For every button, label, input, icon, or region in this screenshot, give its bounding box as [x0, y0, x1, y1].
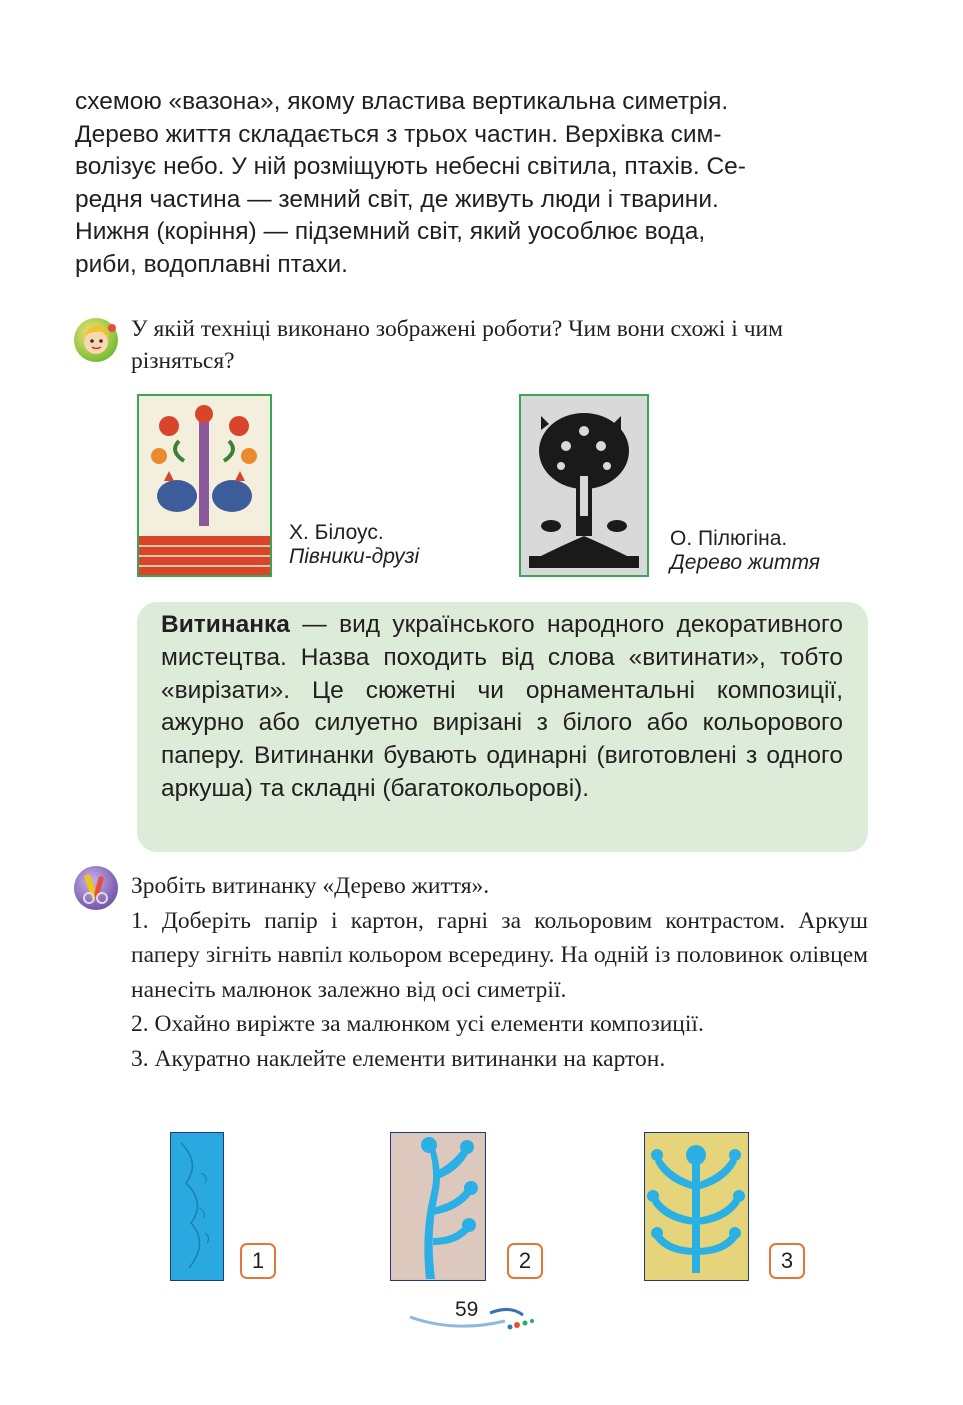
task-step: 2. Охайно виріжте за малюнком усі елементи композиції. [131, 1011, 704, 1038]
artwork-title: Дерево життя [670, 551, 820, 574]
step-3-image [644, 1132, 749, 1281]
task-title: Зробіть витинанку «Дерево життя». [131, 873, 490, 899]
intro-line: Нижня (коріння) — підземний світ, який уособлює вода, [75, 218, 706, 246]
step-2-image [390, 1132, 486, 1281]
task-step: 3. Акуратно наклейте елементи витинанки на картон. [131, 1045, 666, 1072]
question-text: У якій техніці виконано зображені роботи? Чим вони схожі і чим різняться? [131, 316, 783, 374]
intro-paragraph [75, 86, 867, 282]
page-number: 59 [455, 1298, 479, 1321]
artwork-author: О. Пілюгіна. [670, 527, 788, 550]
intro-line: риби, водоплавні птахи. [75, 250, 348, 278]
artwork-title: Півники-друзі [289, 545, 420, 568]
artwork-pilugina-image [519, 394, 649, 577]
artwork-pilugina-caption [670, 527, 820, 575]
definition-term: Витинанка [161, 611, 290, 638]
step-number-badge: 3 [769, 1243, 805, 1279]
step-number-badge: 1 [240, 1243, 276, 1279]
artwork-bilous-caption [289, 521, 419, 569]
child-face-icon [74, 318, 118, 362]
definition-box [137, 602, 868, 852]
step-1-image [170, 1132, 224, 1281]
definition-text [161, 609, 843, 806]
step-number-badge: 2 [507, 1243, 543, 1279]
definition-body: — вид українського народного декоративного мистецтва. Назва походить від слова «витинати», тобто «вирізати». Це сюжетні чи орнаментальні композиції, ажурно або силуетно вирізані з білого або кольорового паперу. Витинанки бувають одинарні (виготовлені з одного аркуша) та складні (багатокольорові). [161, 611, 843, 802]
intro-line: схемою «вазона», якому властива вертикальна симетрія. [75, 88, 729, 115]
task-step: 1. Доберіть папір і картон, гарні за кольоровим контрастом. Аркуш паперу зігніть навпіл кольором всередину. На одній із половинок олівцем нанесіть малюнок залежно від осі симетрії. [131, 907, 868, 1003]
artwork-author: Х. Білоус. [289, 521, 384, 544]
task-section [131, 869, 868, 1077]
artwork-bilous-image [137, 394, 272, 577]
intro-line: редня частина — земний світ, де живуть люди і тварини. [75, 185, 719, 213]
art-supplies-icon [74, 866, 118, 910]
intro-line: Дерево життя складається з трьох частин. Верхівка сим- [75, 120, 722, 148]
intro-line: волізує небо. У ній розміщують небесні світила, птахів. Се- [75, 153, 746, 181]
